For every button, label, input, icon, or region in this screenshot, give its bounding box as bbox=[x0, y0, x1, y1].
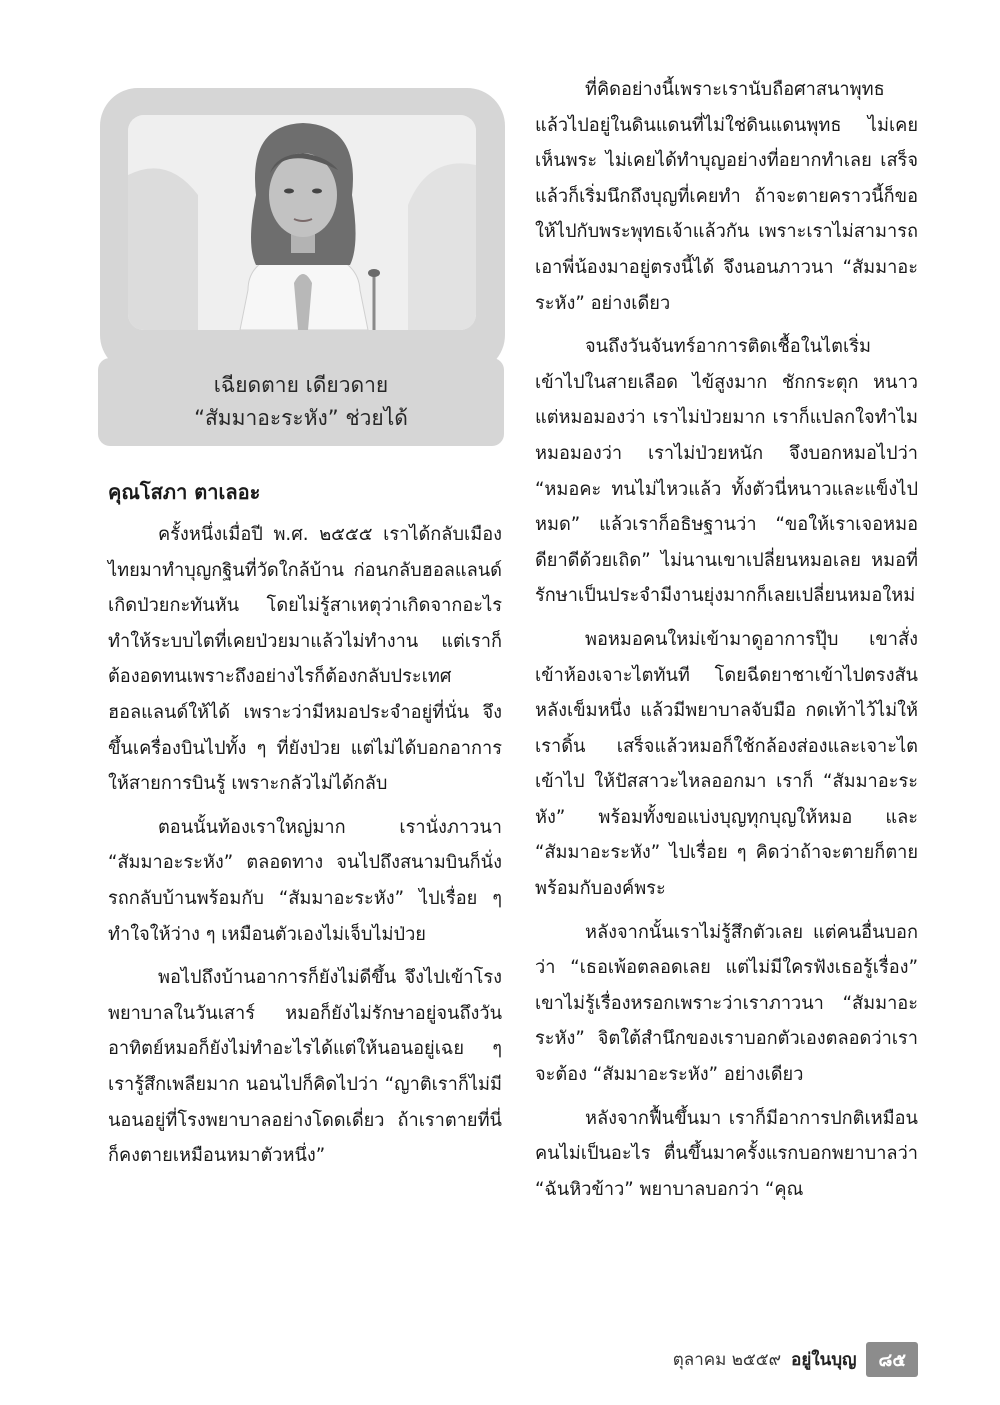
page-footer bbox=[673, 1342, 918, 1376]
article-paragraph: พอหมอคนใหม่เข้ามาดูอาการปุ๊บ เขาสั่งเข้าห้องเจาะไตทันที โดยฉีดยาชาเข้าไปตรงสันหลังเข็มหนึ่ง แล้วมีพยาบาลจับมือ กดเท้าไว้ไม่ให้เราดิ้น เสร็จแล้วหมอก็ใช้กล้องส่องและเจาะไตเข้าไป ให้ปัสสาวะไหลออกมา เราก็ “สัมมาอะระหัง” พร้อมทั้งขอแบ่งบุญทุกบุญให้หมอ และ “สัมมาอะระหัง” ไปเรื่อย ๆ คิดว่าถ้าจะตายก็ตายพร้อมกับองค์พระ bbox=[535, 628, 918, 900]
article-paragraph: หลังจากฟื้นขึ้นมา เราก็มีอาการปกติเหมือนคนไม่เป็นอะไร ตื่นขึ้นมาครั้งแรกบอกพยาบาลว่า “ฉันหิวข้าว” พยาบาลบอกว่า “คุณ bbox=[535, 1107, 918, 1200]
caption-line-1: เฉียดตาย เดียวดาย bbox=[213, 373, 389, 397]
magazine-name: อยู่ในบุญ bbox=[791, 1349, 857, 1370]
portrait-illustration bbox=[128, 115, 476, 330]
article-paragraph: พอไปถึงบ้านอาการก็ยังไม่ดีขึ้น จึงไปเข้าโรงพยาบาลในวันเสาร์ หมอก็ยังไม่รักษาอยู่จนถึงวันอาทิตย์หมอก็ยังไม่ทำอะไรได้แต่ให้นอนอยู่เฉย ๆ เรารู้สึกเพลียมาก นอนไปก็คิดไปว่า “ญาติเราก็ไม่มี นอนอยู่ที่โรงพยาบาลอย่างโดดเดี่ยว ถ้าเราตายที่นี่ก็คงตายเหมือนหมาตัวหนึ่ง” bbox=[108, 967, 502, 1167]
article-paragraph: ครั้งหนึ่งเมื่อปี พ.ศ. ๒๕๕๕ เราได้กลับเมืองไทยมาทำบุญกฐินที่วัดใกล้บ้าน ก่อนกลับฮอลแลนด์เกิดป่วยกะทันหัน โดยไม่รู้สาเหตุว่าเกิดจากอะไร ทำให้ระบบไตที่เคยป่วยมาแล้วไม่ทำงาน แต่เราก็ต้องอดทนเพราะถึงอย่างไรก็ต้องกลับประเทศฮอลแลนด์ให้ได้ เพราะว่ามีหมอประจำอยู่ที่นั่น จึงขึ้นเครื่องบินไปทั้ง ๆ ที่ยังป่วย แต่ไม่ได้บอกอาการให้สายการบินรู้ เพราะกลัวไม่ได้กลับ bbox=[108, 524, 502, 795]
article-paragraph: ที่คิดอย่างนี้เพราะเรานับถือศาสนาพุทธแล้วไปอยู่ในดินแดนที่ไม่ใช่ดินแดนพุทธ ไม่เคยเห็นพระ ไม่เคยได้ทำบุญอย่างที่อยากทำเลย เสร็จแล้วก็เริ่มนึกถึงบุญที่เคยทำ ถ้าจะตายคราวนี้ก็ขอให้ไปกับพระพุทธเจ้าแล้วกัน เพราะเราไม่สามารถเอาพี่น้องมาอยู่ตรงนี้ได้ จึงนอนภาวนา “สัมมาอะระหัง” อย่างเดียว bbox=[535, 79, 918, 314]
page-number: ๘๕ bbox=[866, 1342, 918, 1377]
article-paragraph: จนถึงวันจันทร์อาการติดเชื้อในไตเริ่มเข้าไปในสายเลือด ไข้สูงมาก ชักกระตุก หนาว แต่หมอมองว่า เราไม่ป่วยมาก เราก็แปลกใจทำไมหมอมองว่า เราไม่ป่วยหนัก จึงบอกหมอไปว่า “หมอคะ ทนไม่ไหวแล้ว ทั้งตัวนี่หนาวและแข็งไปหมด” แล้วเราก็อธิษฐานว่า “ขอให้เราเจอหมอดียาดีด้วยเถิด” ไม่นานเขาเปลี่ยนหมอเลย หมอที่รักษาเป็นประจำมีงานยุ่งมากก็เลยเปลี่ยนหมอใหม่ bbox=[535, 336, 918, 607]
portrait-photo bbox=[128, 115, 476, 330]
author-name: คุณโสภา ตาเลอะ bbox=[108, 480, 261, 504]
article-paragraph: หลังจากนั้นเราไม่รู้สึกตัวเลย แต่คนอื่นบอกว่า “เธอเพ้อตลอดเลย แต่ไม่มีใครฟังเธอรู้เรื่อง” เขาไม่รู้เรื่องหรอกเพราะว่าเราภาวนา “สัมมาอะระหัง” จิตใต้สำนึกของเราบอกตัวเองตลอดว่าเราจะต้อง “สัมมาอะระหัง” อย่างเดียว bbox=[535, 921, 918, 1086]
article-left-column bbox=[108, 475, 502, 1174]
caption-line-2: “สัมมาอะระหัง” ช่วยได้ bbox=[194, 406, 408, 430]
article-paragraph: ตอนนั้นท้องเราใหญ่มาก เรานั่งภาวนา “สัมมาอะระหัง” ตลอดทาง จนไปถึงสนามบินก็นั่งรถกลับบ้านพร้อมกับ “สัมมาอะระหัง” ไปเรื่อย ๆ ทำใจให้ว่าง ๆ เหมือนตัวเองไม่เจ็บไม่ป่วย bbox=[108, 816, 502, 945]
article-right-column bbox=[535, 72, 918, 1207]
photo-caption bbox=[98, 358, 504, 446]
footer-date: ตุลาคม ๒๕๕๙ bbox=[672, 1349, 782, 1370]
